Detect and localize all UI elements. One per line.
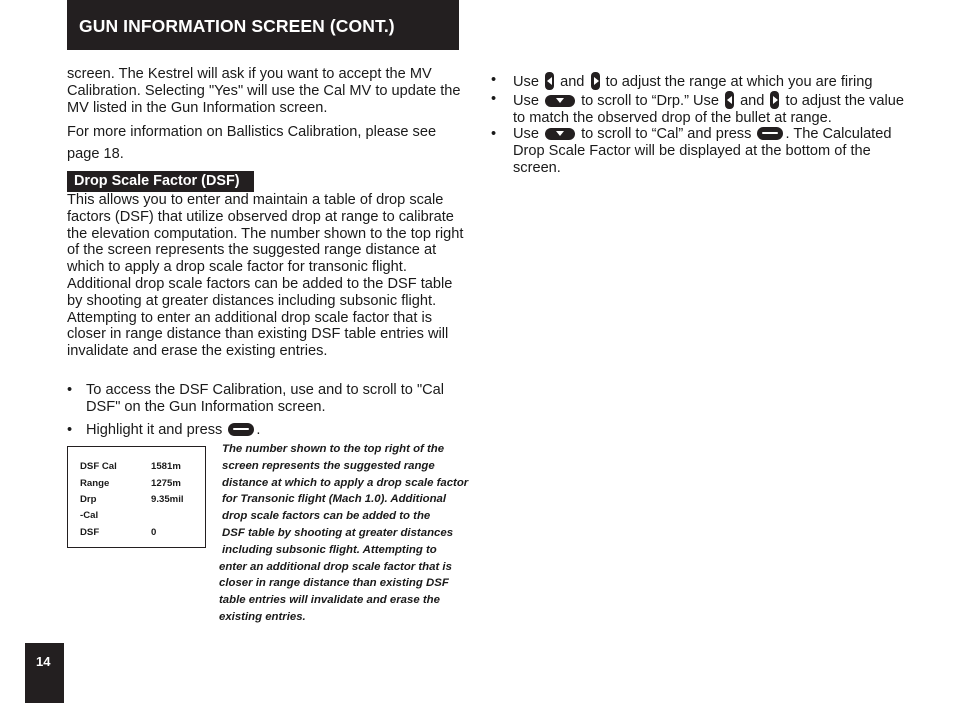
- down-arrow-button-icon: [545, 95, 575, 107]
- bullet-text: To access the DSF Calibration, use and to scroll to "Cal DSF" on the Gun Information screen.: [86, 382, 445, 415]
- page-number: 14: [36, 654, 51, 669]
- section-title: GUN INFORMATION SCREEN (CONT.): [79, 16, 395, 36]
- screen-row-value: 1275m: [151, 478, 181, 489]
- caption-line: The number shown to the top right of the: [222, 443, 445, 455]
- list-item: • Highlight it and press .: [67, 421, 261, 438]
- screen-row-label: DSF: [80, 527, 100, 538]
- left-arrow-button-icon: [545, 72, 554, 90]
- caption-line: enter an additional drop scale factor that is: [219, 560, 452, 573]
- bullet-text: Use: [513, 126, 539, 143]
- bullet-text: to adjust the range at which you are firing: [605, 74, 873, 90]
- device-screen: [67, 446, 206, 548]
- screen-row-value: 1581m: [151, 461, 181, 472]
- dsf-paragraph: This allows you to enter and maintain a table of drop scale factors (DSF) that utilize observed drop at range to calibrate the elevation computation. The number shown to the top right of the screen represents the suggested range distance at which to apply a drop scale factor for transonic flight. Additional drop scale factors can be added to the DSF table by shooting at greater distances including subsonic flight. Attempting to enter an additional drop scale factor that is closer in range distance than existing DSF table entries will invalidate and erase the existing entries.: [67, 192, 464, 360]
- screen-row-label: Range: [80, 478, 110, 489]
- caption-line: including subsonic flight. Attempting to: [222, 543, 437, 556]
- bullet-text: to adjust the value to match the observed drop of the bullet at range.: [513, 92, 904, 126]
- calibration-note: For more information on Ballistics Calibration, please see page 18.: [67, 124, 437, 162]
- dsf-heading-label: Drop Scale Factor (DSF): [74, 173, 240, 189]
- screen-row-label: -Cal: [80, 510, 99, 521]
- bullet-text: and: [740, 92, 765, 109]
- right-arrow-button-icon: [591, 72, 600, 90]
- left-arrow-button-icon: [725, 91, 734, 109]
- list-item: • Use to scroll to “Cal” and press . The Calculated Drop Scale Factor will be displayed at the bottom of the screen.: [491, 126, 892, 176]
- list-item: • Use to scroll to “Drp.” Use and to adjust the value to match the observed drop of the bullet at range.: [491, 90, 904, 126]
- list-item: • Use and to adjust the range at which you are firing: [491, 72, 873, 90]
- screen-row-label: DSF Cal: [80, 461, 117, 472]
- bullet-text: to scroll to “Drp.” Use: [581, 92, 719, 109]
- bullet-text: . The Calculated Drop Scale Factor will be displayed at the bottom of the screen.: [513, 126, 892, 176]
- enter-button-icon: [228, 423, 254, 436]
- caption-line: for Transonic flight (Mach 1.0). Additional: [222, 493, 447, 506]
- section-header: [67, 0, 459, 50]
- list-item: • To access the DSF Calibration, use and to scroll to "Cal DSF" on the Gun Information screen.: [67, 382, 445, 415]
- down-arrow-button-icon: [545, 128, 575, 140]
- bullet-text: Use: [513, 74, 539, 90]
- screen-caption: [219, 441, 489, 626]
- caption-line: closer in range distance than existing DSF: [219, 577, 449, 590]
- bullet-text: and: [560, 74, 585, 90]
- right-bullet-list: [491, 72, 911, 177]
- screen-row-value: 0: [151, 527, 157, 538]
- caption-line: existing entries.: [219, 610, 306, 623]
- page-number-tab: [25, 643, 64, 703]
- intro-paragraph: screen. The Kestrel will ask if you want to accept the MV Calibration. Selecting "Yes" will use the Cal MV to update the MV listed in the Gun Information screen.: [67, 66, 461, 116]
- screen-row-label: Drp: [80, 494, 97, 505]
- enter-button-icon: [757, 127, 783, 140]
- caption-line: table entries will invalidate and erase the: [219, 594, 440, 607]
- bullet-text: to scroll to “Cal” and press: [581, 126, 752, 143]
- caption-line: DSF table by shooting at greater distances: [222, 526, 454, 539]
- bullet-text: Highlight it and press: [86, 421, 223, 438]
- caption-line: distance at which to apply a drop scale factor: [222, 476, 469, 489]
- caption-line: screen represents the suggested range: [222, 459, 435, 472]
- screen-row-value: 9.35mil: [151, 494, 184, 505]
- bullet-text: Use: [513, 92, 539, 109]
- dsf-bullet-list: [67, 382, 467, 444]
- right-arrow-button-icon: [770, 91, 779, 109]
- dsf-heading: [67, 171, 254, 192]
- caption-line: drop scale factors can be added to the: [222, 510, 431, 523]
